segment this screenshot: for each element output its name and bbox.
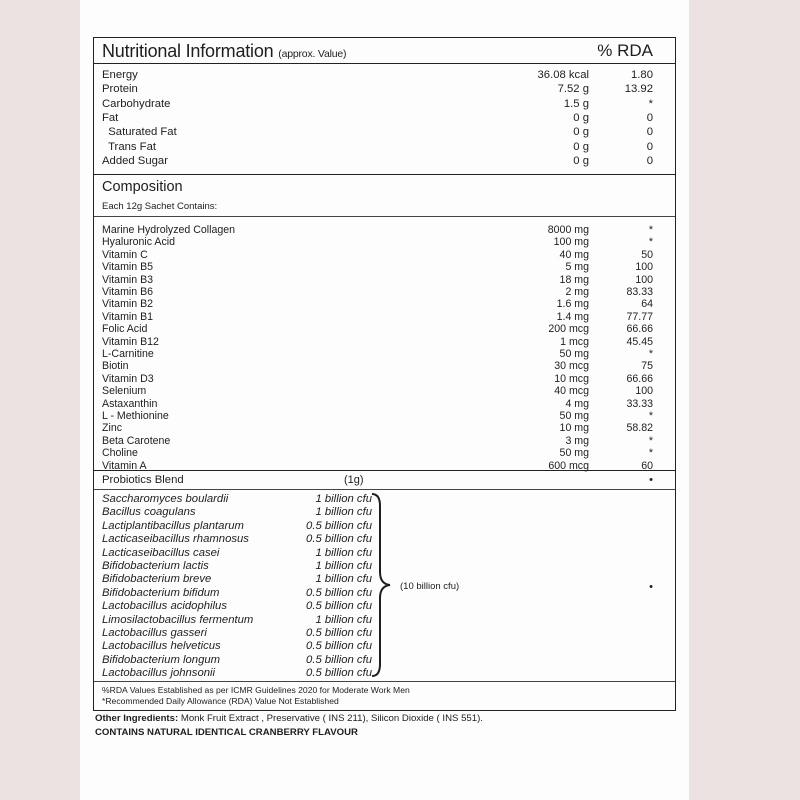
probiotics-rda: • <box>649 474 653 486</box>
composition-row <box>94 323 675 335</box>
nutrient-rda: 0 <box>646 140 653 153</box>
ingredient-rda: 58.82 <box>626 422 653 435</box>
nutrition-table <box>93 37 676 711</box>
probiotic-row <box>94 493 384 506</box>
nutrition-row <box>94 83 675 96</box>
strain-name: Limosilactobacillus fermentum <box>102 613 254 626</box>
nutrient-name: Fat <box>102 111 119 124</box>
composition-row <box>94 373 675 385</box>
strain-qty: 1 billion cfu <box>315 506 372 519</box>
ingredient-value: 8000 mg <box>547 224 589 236</box>
divider <box>94 63 675 64</box>
strain-name: Bifidobacterium breve <box>102 573 212 586</box>
ingredient-rda: 75 <box>641 360 653 373</box>
strain-name: Lacticaseibacillus rhamnosus <box>102 533 249 546</box>
probiotic-row <box>94 600 384 613</box>
nutrient-name: Protein <box>102 83 138 96</box>
probiotic-row <box>94 520 384 533</box>
ingredient-name: Selenium <box>102 385 147 398</box>
probiotic-row <box>94 533 384 546</box>
ingredient-name: Astaxanthin <box>102 397 158 410</box>
title-subtitle: (approx. Value) <box>278 48 347 60</box>
nutrition-row <box>94 69 675 82</box>
probiotics-total-rda: • <box>649 581 653 593</box>
strain-qty: 1 billion cfu <box>315 573 372 586</box>
ingredient-rda: 66.66 <box>626 323 653 336</box>
title-text: Nutritional Information <box>102 41 274 61</box>
nutrient-value: 36.08 kcal <box>537 69 589 81</box>
divider <box>94 489 675 490</box>
ingredient-value: 40 mcg <box>554 385 589 398</box>
divider <box>94 216 675 217</box>
strain-qty: 1 billion cfu <box>315 493 372 505</box>
probiotic-row <box>94 573 384 586</box>
probiotic-row <box>94 614 384 627</box>
probiotic-row <box>94 640 384 653</box>
ingredient-value: 40 mg <box>559 248 589 261</box>
composition-row <box>94 385 675 397</box>
composition-row <box>94 398 675 410</box>
ingredient-name: Folic Acid <box>102 323 148 336</box>
ingredient-rda: 77.77 <box>626 310 653 323</box>
rda-header: % RDA <box>597 41 653 60</box>
ingredient-name: Beta Carotene <box>102 434 171 447</box>
ingredient-value: 600 mcg <box>548 459 589 472</box>
nutrient-rda: * <box>648 97 653 110</box>
nutrient-rda: 13.92 <box>624 83 653 96</box>
ingredient-rda: 100 <box>635 385 653 398</box>
ingredient-rda: 66.66 <box>626 372 653 385</box>
probiotics-qty: (1g) <box>344 474 364 486</box>
ingredient-rda: 83.33 <box>626 286 653 298</box>
ingredient-rda: 33.33 <box>626 397 653 410</box>
nutrient-value: 0 g <box>573 111 589 124</box>
ingredient-value: 30 mcg <box>554 360 589 373</box>
ingredient-value: 1.4 mg <box>556 310 589 323</box>
other-ingredients <box>95 713 483 724</box>
strain-qty: 0.5 billion cfu <box>306 653 372 666</box>
strain-qty: 0.5 billion cfu <box>306 586 372 599</box>
ingredient-value: 50 mg <box>559 348 589 360</box>
composition-row <box>94 224 675 236</box>
probiotic-row <box>94 587 384 600</box>
strain-name: Lactobacillus gasseri <box>102 627 207 639</box>
ingredient-name: L - Methionine <box>102 410 169 422</box>
ingredient-rda: * <box>648 348 653 360</box>
ingredient-value: 2 mg <box>565 286 589 298</box>
probiotic-row <box>94 506 384 519</box>
strain-name: Lactobacillus johnsonii <box>102 667 216 680</box>
ingredient-rda: * <box>648 434 653 447</box>
composition-row <box>94 286 675 298</box>
ingredient-name: Marine Hydrolyzed Collagen <box>102 224 236 236</box>
ingredient-value: 4 mg <box>565 397 589 410</box>
composition-row <box>94 274 675 286</box>
composition-title: Composition <box>102 179 183 195</box>
ingredient-value: 18 mg <box>559 273 589 286</box>
strain-name: Bifidobacterium lactis <box>102 560 209 572</box>
nutrition-row <box>94 155 675 168</box>
nutrient-rda: 1.80 <box>631 69 653 81</box>
probiotic-row <box>94 654 384 667</box>
composition-row <box>94 360 675 372</box>
ingredient-rda: 100 <box>635 273 653 286</box>
composition-row <box>94 447 675 459</box>
table-title <box>102 41 346 62</box>
ingredient-value: 50 mg <box>559 447 589 460</box>
ingredient-name: Zinc <box>102 422 123 435</box>
composition-row <box>94 422 675 434</box>
divider <box>94 681 675 682</box>
nutrient-rda: 0 <box>646 126 653 139</box>
nutrient-name: Saturated Fat <box>102 126 177 139</box>
ingredient-value: 10 mcg <box>554 372 589 385</box>
nutrient-name: Energy <box>102 69 138 81</box>
composition-row <box>94 410 675 422</box>
ingredient-name: Biotin <box>102 360 129 373</box>
probiotic-row <box>94 560 384 573</box>
probiotic-row <box>94 627 384 640</box>
ingredient-value: 100 mg <box>553 236 589 249</box>
nutrient-name: Carbohydrate <box>102 97 171 110</box>
ingredient-name: Vitamin B5 <box>102 261 154 274</box>
ingredient-name: Vitamin C <box>102 248 148 261</box>
nutrition-row <box>94 141 675 154</box>
composition-subtitle: Each 12g Sachet Contains: <box>102 201 218 212</box>
composition-row <box>94 435 675 447</box>
strain-qty: 0.5 billion cfu <box>306 640 372 653</box>
ingredient-name: Vitamin A <box>102 459 147 472</box>
strain-name: Lactiplantibacillus plantarum <box>102 519 244 532</box>
flavour-note: CONTAINS NATURAL IDENTICAL CRANBERRY FLAVOUR <box>95 727 358 738</box>
ingredient-name: L-Carnitine <box>102 348 154 360</box>
composition-row <box>94 311 675 323</box>
ingredient-name: Vitamin B6 <box>102 286 154 298</box>
nutrient-name: Added Sugar <box>102 154 168 167</box>
composition-row <box>94 298 675 310</box>
ingredient-rda: 100 <box>635 261 653 274</box>
ingredient-value: 5 mg <box>565 261 589 274</box>
strain-qty: 0.5 billion cfu <box>306 627 372 639</box>
strain-name: Bifidobacterium bifidum <box>102 586 220 599</box>
ingredient-value: 10 mg <box>559 422 589 435</box>
ingredient-name: Vitamin B2 <box>102 298 154 311</box>
nutrient-value: 1.5 g <box>563 97 589 110</box>
ingredient-name: Hyaluronic Acid <box>102 236 176 249</box>
strain-qty: 0.5 billion cfu <box>306 600 372 613</box>
strain-qty: 1 billion cfu <box>315 560 372 572</box>
nutrient-rda: 0 <box>646 154 653 167</box>
footnote-rda: %RDA Values Established as per ICMR Guidelines 2020 for Moderate Work Men <box>102 685 410 695</box>
ingredient-value: 1 mcg <box>560 335 589 348</box>
label-sheet <box>80 0 689 800</box>
ingredient-name: Choline <box>102 447 138 460</box>
composition-row <box>94 249 675 261</box>
divider <box>94 174 675 175</box>
strain-name: Lactobacillus acidophilus <box>102 600 227 613</box>
other-ingredients-text: Monk Fruit Extract , Preservative ( INS 211), Silicon Dioxide ( INS 551). <box>178 713 483 724</box>
strain-qty: 0.5 billion cfu <box>306 533 372 546</box>
strain-name: Bifidobacterium longum <box>102 653 221 666</box>
nutrient-value: 0 g <box>573 126 589 139</box>
strain-qty: 0.5 billion cfu <box>306 667 372 680</box>
ingredient-rda: * <box>648 224 653 236</box>
nutrient-value: 7.52 g <box>557 83 589 96</box>
ingredient-value: 3 mg <box>565 434 589 447</box>
probiotic-row <box>94 667 384 680</box>
strain-name: Lactobacillus helveticus <box>102 640 221 653</box>
divider <box>94 470 675 471</box>
ingredient-rda: * <box>648 410 653 422</box>
ingredient-name: Vitamin B3 <box>102 273 154 286</box>
strain-qty: 1 billion cfu <box>315 546 372 559</box>
ingredient-name: Vitamin D3 <box>102 372 154 385</box>
nutrient-value: 0 g <box>573 154 589 167</box>
ingredient-name: Vitamin B1 <box>102 310 154 323</box>
ingredient-rda: 64 <box>641 298 653 311</box>
ingredient-rda: 45.45 <box>626 335 653 348</box>
composition-row <box>94 261 675 273</box>
ingredient-value: 50 mg <box>559 410 589 422</box>
other-ingredients-label: Other Ingredients: <box>95 713 179 724</box>
probiotics-total: (10 billion cfu) <box>400 581 460 592</box>
footnote-not-established: *Recommended Daily Allowance (RDA) Value Not Established <box>102 696 339 706</box>
probiotic-row <box>94 547 384 560</box>
nutrition-row <box>94 126 675 139</box>
strain-name: Bacillus coagulans <box>102 506 196 519</box>
nutrition-row <box>94 112 675 125</box>
composition-row <box>94 236 675 248</box>
curly-brace-icon <box>370 492 396 678</box>
ingredient-rda: * <box>648 447 653 460</box>
nutrition-row <box>94 98 675 111</box>
nutrient-value: 0 g <box>573 140 589 153</box>
ingredient-value: 1.6 mg <box>556 298 589 311</box>
ingredient-name: Vitamin B12 <box>102 335 159 348</box>
composition-row <box>94 348 675 360</box>
nutrient-name: Trans Fat <box>102 140 156 153</box>
ingredient-value: 200 mcg <box>548 323 589 336</box>
probiotics-title: Probiotics Blend <box>102 474 184 486</box>
ingredient-rda: 60 <box>641 459 653 472</box>
composition-row <box>94 336 675 348</box>
ingredient-rda: 50 <box>641 248 653 261</box>
strain-qty: 1 billion cfu <box>315 613 372 626</box>
strain-name: Lacticaseibacillus casei <box>102 546 220 559</box>
ingredient-rda: * <box>648 236 653 249</box>
strain-name: Saccharomyces boulardii <box>102 493 229 505</box>
strain-qty: 0.5 billion cfu <box>306 519 372 532</box>
nutrient-rda: 0 <box>646 111 653 124</box>
